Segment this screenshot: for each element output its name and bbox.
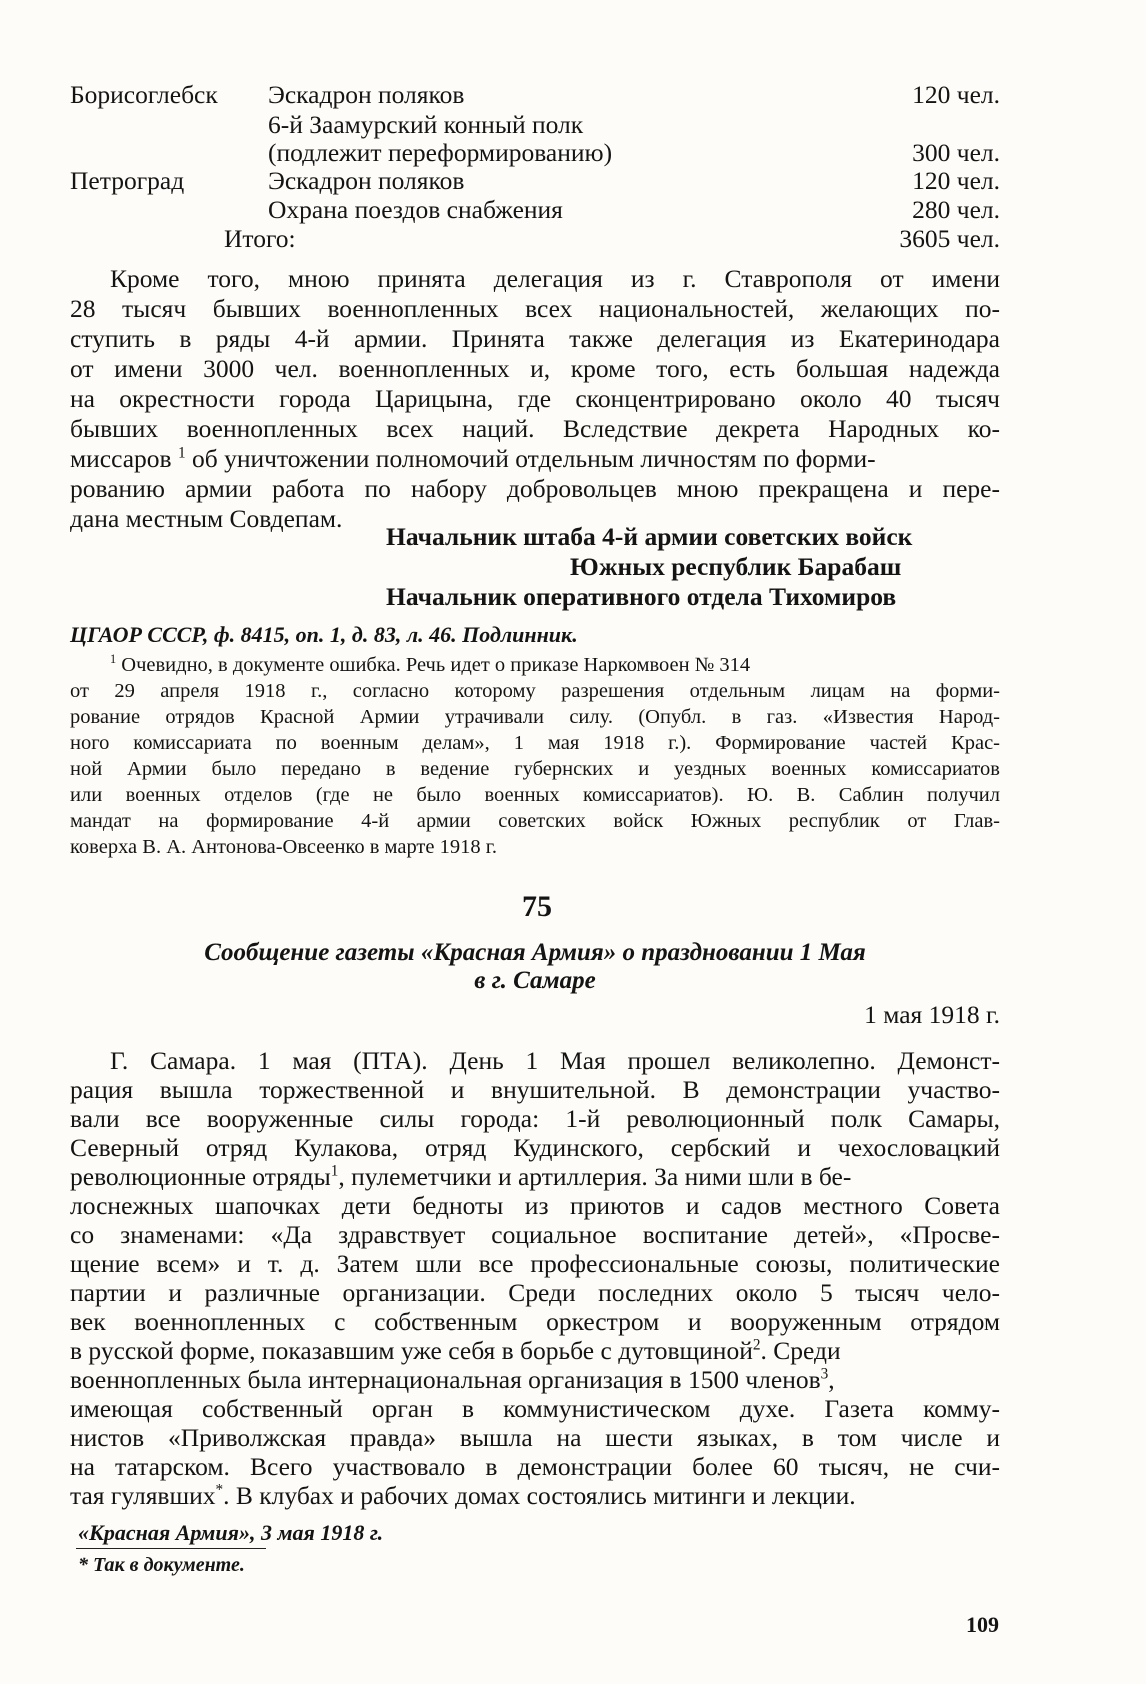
footnote-line: рование отрядов Красной Армии утрачивали силу. (Опубл. в газ. «Известия Народ-	[70, 706, 1000, 728]
table-count: 120 чел.	[912, 166, 1000, 195]
table-count: 120 чел.	[912, 80, 1000, 109]
footnote-line: $^1$ Очевидно, в документе ошибка. Речь идет о приказе Наркомвоен № 314	[110, 652, 751, 676]
total-label: Итого:	[224, 224, 296, 253]
footnote-mark: 1	[110, 652, 117, 667]
footnote-line: от 29 апреля 1918 г., согласно которому разрешения отдельным лицам на форми-	[70, 680, 1000, 702]
text-line: лоснежных шапочках дети бедноты из приютов и садов местного Совета	[70, 1191, 1000, 1220]
table-unit: Охрана поездов снабжения	[268, 195, 563, 224]
footnote-line: ной Армии было передано в ведение губернских и уездных военных комиссариатов	[70, 758, 1000, 780]
text-line: век военнопленных с собственным оркестром и вооруженным отрядом	[70, 1307, 1000, 1336]
footnote-line: мандат на формирование 4-й армии советских войск Южных республик от Глав-	[70, 810, 1000, 832]
table-place: Борисоглебск	[70, 80, 218, 109]
table-unit: 6-й Заамурский конный полк	[268, 110, 584, 139]
footnote-line: ного комиссариата по военным делам», 1 мая 1918 г.). Формирование частей Крас-	[70, 732, 1000, 754]
footnote-divider	[76, 1548, 266, 1549]
table-unit: Эскадрон поляков	[268, 80, 465, 109]
document-title: Сообщение газеты «Красная Армия» о праздновании 1 Мая	[204, 939, 866, 966]
document-title: в г. Самаре	[474, 967, 596, 994]
table-count: 300 чел.	[912, 138, 1000, 167]
text-line: миссаров $^1$ об уничтожении полномочий отдельным личностям по форми-	[70, 444, 876, 473]
footnote-ref: *	[215, 1481, 224, 1499]
archive-source: ЦГАОР СССР, ф. 8415, оп. 1, д. 83, л. 46. Подлинник.	[70, 622, 578, 647]
table-unit: Эскадрон поляков	[268, 166, 465, 195]
text-line: ступить в ряды 4-й армии. Принята также делегация из Екатеринодара	[70, 324, 1000, 353]
text-line: рованию армии работа по набору добровольцев мною прекращена и пере-	[70, 474, 1000, 503]
text-line: щение всем» и т. д. Затем шли все профессиональные союзы, политические	[70, 1249, 1000, 1278]
footnote-ref: 1	[330, 1162, 339, 1180]
footnote-line: или военных отделов (где не было военных комиссариатов). Ю. В. Саблин получил	[70, 784, 1000, 806]
text-line: дана местным Совдепам.	[70, 504, 343, 533]
text-line: партии и различные организации. Среди последних около 5 тысяч чело-	[70, 1278, 1000, 1307]
document-date: 1 мая 1918 г.	[864, 1000, 1000, 1029]
table-unit: (подлежит переформированию)	[268, 138, 613, 167]
text-line: на татарском. Всего участвовало в демонстрации более 60 тысяч, не счи-	[70, 1452, 1000, 1481]
text-line: революционные отряды$^1$, пулеметчики и артиллерия. За ними шли в бе-	[70, 1162, 852, 1191]
text-line: Г. Самара. 1 мая (ПТА). День 1 Мая прошел великолепно. Демонст-	[110, 1046, 1000, 1075]
star-note: * Так в документе.	[78, 1554, 245, 1576]
text-line: со знаменами: «Да здравствует социальное воспитание детей», «Просве-	[70, 1220, 1000, 1249]
text-line: от имени 3000 чел. военнопленных и, кроме того, есть большая надежда	[70, 354, 1000, 383]
text-line: тая гулявших*. В клубах и рабочих домах состоялись митинги и лекции.	[70, 1481, 856, 1510]
footnote-ref: 2	[752, 1336, 761, 1354]
page-number: 109	[966, 1612, 999, 1637]
footnote-line: коверха В. А. Антонова-Овсеенко в марте 1918 г.	[70, 836, 497, 858]
text-line: нистов «Приволжская правда» вышла на шести языках, в том числе и	[70, 1423, 1000, 1452]
text-line: имеющая собственный орган в коммунистическом духе. Газета комму-	[70, 1394, 1000, 1423]
text-line: Кроме того, мною принята делегация из г. Ставрополя от имени	[110, 264, 1000, 293]
signature-line: Начальник оперативного отдела Тихомиров	[386, 582, 897, 611]
text-line: военнопленных была интернациональная организация в 1500 членов$^3$,	[70, 1365, 835, 1394]
table-place: Петроград	[70, 166, 185, 195]
footnote-ref: 1	[177, 444, 186, 462]
total-count: 3605 чел.	[899, 224, 1000, 253]
text-line: вали все вооруженные силы города: 1-й революционный полк Самары,	[70, 1104, 1000, 1133]
text-line: на окрестности города Царицына, где сконцентрировано около 40 тысяч	[70, 384, 1000, 413]
table-count: 280 чел.	[912, 195, 1000, 224]
text-line: 28 тысяч бывших военнопленных всех национальностей, желающих по-	[70, 294, 1000, 323]
signature-line: Южных республик Барабаш	[570, 552, 902, 581]
document-number: 75	[522, 890, 552, 923]
text-line: бывших военнопленных всех наций. Вследствие декрета Народных ко-	[70, 414, 1000, 443]
text-line: в русской форме, показавшим уже себя в борьбе с дутовщиной$^2$. Среди	[70, 1336, 841, 1365]
footnote-ref: 3	[820, 1365, 829, 1383]
text-line: Северный отряд Кулакова, отряд Кудинского, сербский и чехословацкий	[70, 1133, 1000, 1162]
newspaper-source: «Красная Армия», 3 мая 1918 г.	[78, 1520, 384, 1545]
text-line: рация вышла торжественной и внушительной. В демонстрации участво-	[70, 1075, 1000, 1104]
signature-line: Начальник штаба 4-й армии советских войск	[386, 522, 913, 551]
